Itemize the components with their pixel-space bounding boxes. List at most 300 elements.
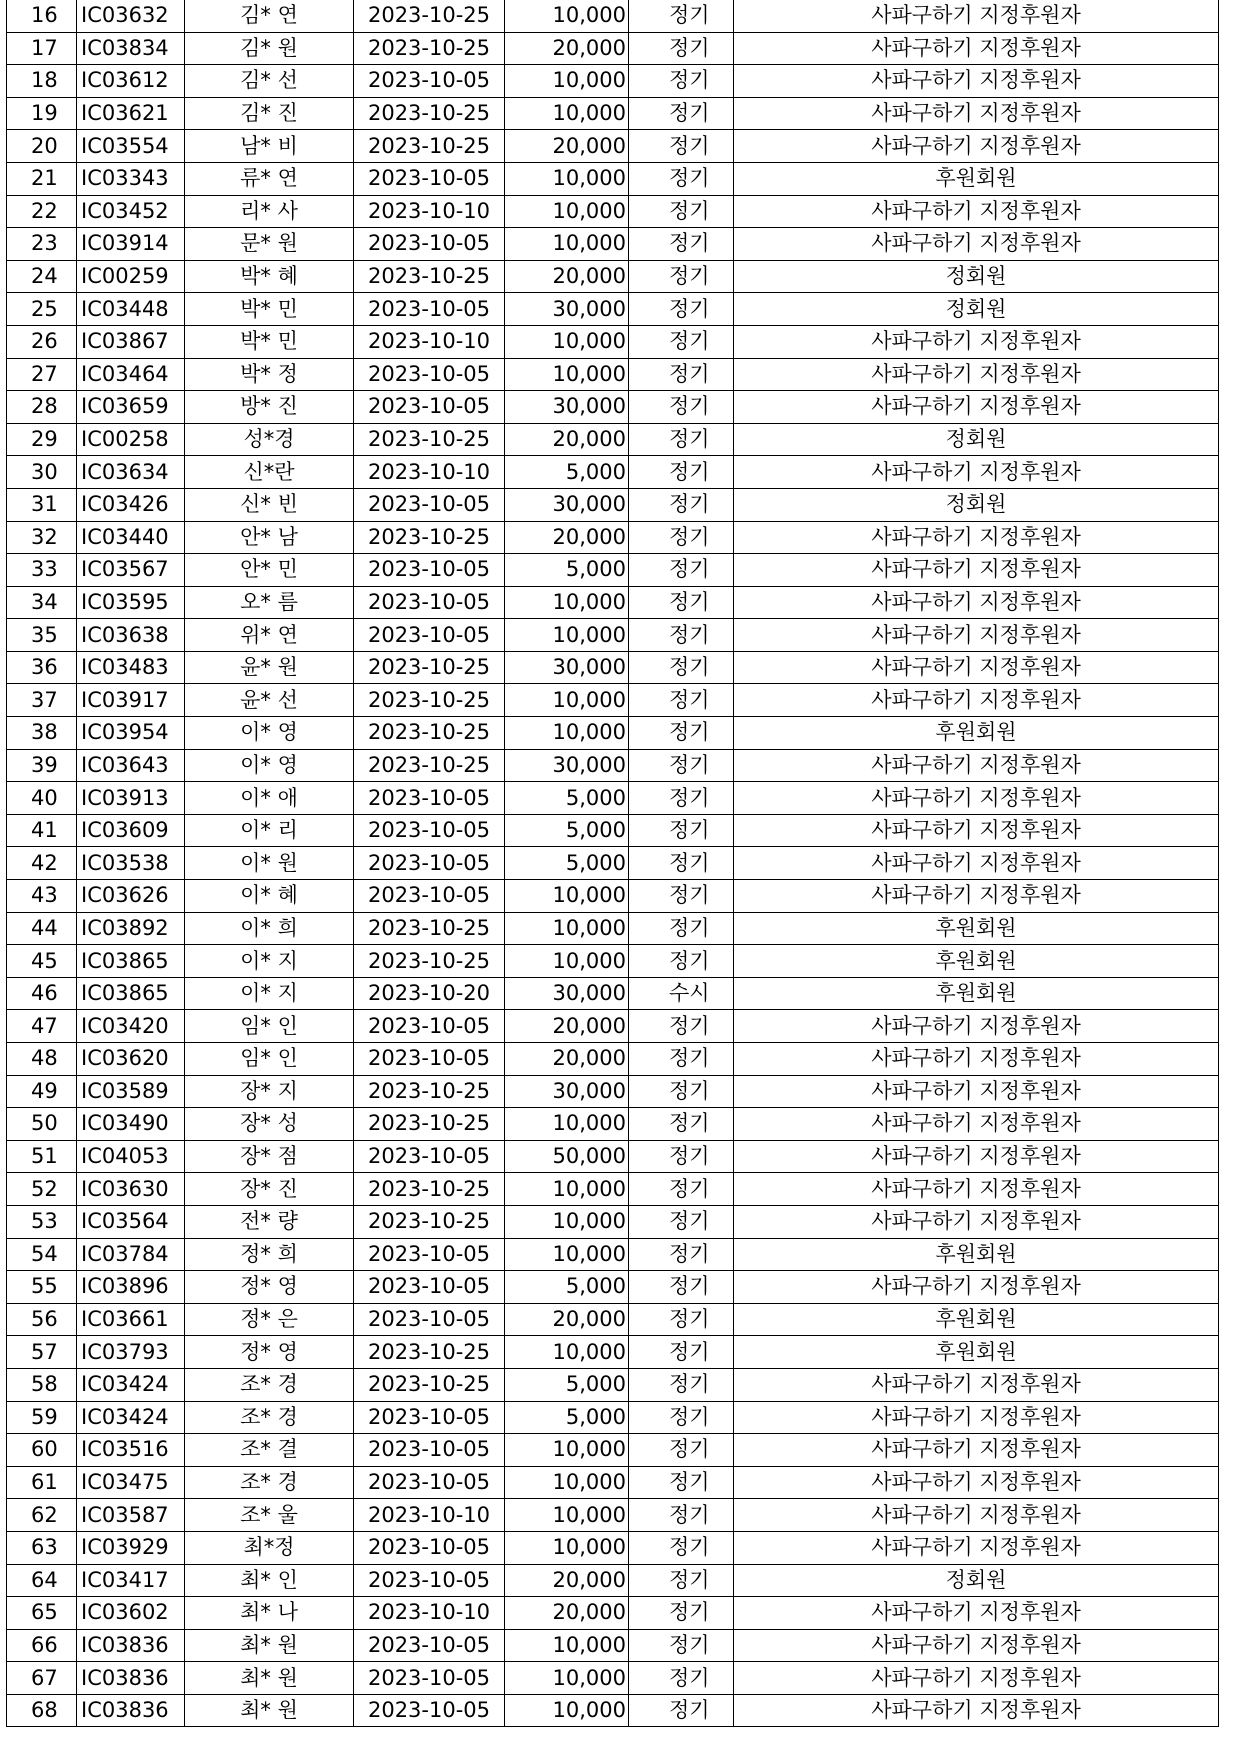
row-number-cell: 33: [7, 554, 77, 587]
amount-cell: 10,000: [505, 1108, 629, 1141]
donor-name-cell: 박* 민: [185, 293, 354, 326]
row-number-cell: 38: [7, 717, 77, 750]
row-number-cell: 24: [7, 260, 77, 293]
amount-cell: 10,000: [505, 228, 629, 261]
donation-date-cell: 2023-10-05: [354, 782, 505, 815]
table-row: [7, 749, 1219, 782]
donor-name-cell: 장* 진: [185, 1173, 354, 1206]
donor-category-cell: 사파구하기 지정후원자: [734, 1043, 1219, 1076]
donor-name-cell: 정* 은: [185, 1303, 354, 1336]
donation-type-cell: 정기: [629, 912, 734, 945]
donation-type-cell: 정기: [629, 1336, 734, 1369]
donation-date-cell: 2023-10-25: [354, 1173, 505, 1206]
donation-type-cell: 정기: [629, 1010, 734, 1043]
donor-name-cell: 김* 진: [185, 97, 354, 130]
donor-category-cell: 정회원: [734, 1564, 1219, 1597]
donation-date-cell: 2023-10-05: [354, 1010, 505, 1043]
table-row: [7, 1238, 1219, 1271]
donation-type-cell: 정기: [629, 130, 734, 163]
row-number-cell: 29: [7, 423, 77, 456]
amount-cell: 10,000: [505, 0, 629, 32]
donor-name-cell: 박* 정: [185, 358, 354, 391]
table-body: [7, 0, 1219, 1727]
row-number-cell: 45: [7, 945, 77, 978]
table-row: [7, 912, 1219, 945]
donation-type-cell: 정기: [629, 1368, 734, 1401]
amount-cell: 20,000: [505, 1564, 629, 1597]
donation-date-cell: 2023-10-05: [354, 1629, 505, 1662]
table-row: [7, 130, 1219, 163]
donation-type-cell: 정기: [629, 1303, 734, 1336]
row-number-cell: 57: [7, 1336, 77, 1369]
donor-name-cell: 이* 영: [185, 717, 354, 750]
donation-type-cell: 정기: [629, 195, 734, 228]
donor-category-cell: 사파구하기 지정후원자: [734, 586, 1219, 619]
donation-date-cell: 2023-10-05: [354, 1303, 505, 1336]
donor-name-cell: 최* 원: [185, 1629, 354, 1662]
row-number-cell: 48: [7, 1043, 77, 1076]
donor-id-cell: IC03516: [77, 1434, 185, 1467]
table-row: [7, 1043, 1219, 1076]
row-number-cell: 22: [7, 195, 77, 228]
amount-cell: 10,000: [505, 1238, 629, 1271]
donor-name-cell: 전* 량: [185, 1205, 354, 1238]
row-number-cell: 27: [7, 358, 77, 391]
donation-type-cell: 정기: [629, 358, 734, 391]
donation-date-cell: 2023-10-25: [354, 521, 505, 554]
donor-id-cell: IC03892: [77, 912, 185, 945]
row-number-cell: 30: [7, 456, 77, 489]
table-row: [7, 456, 1219, 489]
donation-date-cell: 2023-10-25: [354, 1108, 505, 1141]
amount-cell: 5,000: [505, 847, 629, 880]
row-number-cell: 18: [7, 65, 77, 98]
amount-cell: 30,000: [505, 293, 629, 326]
amount-cell: 5,000: [505, 814, 629, 847]
donor-category-cell: 사파구하기 지정후원자: [734, 65, 1219, 98]
donor-category-cell: 사파구하기 지정후원자: [734, 1108, 1219, 1141]
donation-date-cell: 2023-10-25: [354, 97, 505, 130]
donor-category-cell: 사파구하기 지정후원자: [734, 32, 1219, 65]
donor-id-cell: IC03448: [77, 293, 185, 326]
donation-date-cell: 2023-10-25: [354, 260, 505, 293]
row-number-cell: 55: [7, 1271, 77, 1304]
donation-type-cell: 정기: [629, 1694, 734, 1727]
donor-name-cell: 이* 영: [185, 749, 354, 782]
donor-id-cell: IC03632: [77, 0, 185, 32]
table-row: [7, 423, 1219, 456]
donation-type-cell: 정기: [629, 1434, 734, 1467]
donor-category-cell: 사파구하기 지정후원자: [734, 554, 1219, 587]
donor-id-cell: IC03554: [77, 130, 185, 163]
donor-category-cell: 사파구하기 지정후원자: [734, 1368, 1219, 1401]
donation-type-cell: 정기: [629, 325, 734, 358]
donor-name-cell: 이* 애: [185, 782, 354, 815]
row-number-cell: 53: [7, 1205, 77, 1238]
amount-cell: 10,000: [505, 1662, 629, 1695]
donor-category-cell: 후원회원: [734, 1336, 1219, 1369]
donation-type-cell: 정기: [629, 0, 734, 32]
table-row: [7, 1401, 1219, 1434]
donor-id-cell: IC03587: [77, 1499, 185, 1532]
row-number-cell: 31: [7, 488, 77, 521]
donor-name-cell: 장* 성: [185, 1108, 354, 1141]
donor-name-cell: 오* 름: [185, 586, 354, 619]
donation-date-cell: 2023-10-25: [354, 1205, 505, 1238]
donation-date-cell: 2023-10-05: [354, 1401, 505, 1434]
donor-category-cell: 후원회원: [734, 912, 1219, 945]
donor-id-cell: IC03836: [77, 1629, 185, 1662]
amount-cell: 20,000: [505, 130, 629, 163]
donation-type-cell: 정기: [629, 1466, 734, 1499]
table-row: [7, 1205, 1219, 1238]
donor-category-cell: 정회원: [734, 260, 1219, 293]
table-row: [7, 1694, 1219, 1727]
donor-name-cell: 이* 혜: [185, 880, 354, 913]
donor-category-cell: 후원회원: [734, 945, 1219, 978]
amount-cell: 10,000: [505, 912, 629, 945]
donor-name-cell: 신*란: [185, 456, 354, 489]
table-row: [7, 1271, 1219, 1304]
row-number-cell: 50: [7, 1108, 77, 1141]
donor-name-cell: 이* 지: [185, 977, 354, 1010]
donor-category-cell: 사파구하기 지정후원자: [734, 1466, 1219, 1499]
donor-name-cell: 김* 선: [185, 65, 354, 98]
row-number-cell: 37: [7, 684, 77, 717]
table-row: [7, 228, 1219, 261]
table-row: [7, 977, 1219, 1010]
table-row: [7, 1662, 1219, 1695]
donor-id-cell: IC03638: [77, 619, 185, 652]
table-row: [7, 1108, 1219, 1141]
donation-type-cell: 정기: [629, 814, 734, 847]
row-number-cell: 51: [7, 1140, 77, 1173]
donation-date-cell: 2023-10-05: [354, 228, 505, 261]
amount-cell: 10,000: [505, 195, 629, 228]
row-number-cell: 43: [7, 880, 77, 913]
donor-id-cell: IC03643: [77, 749, 185, 782]
row-number-cell: 40: [7, 782, 77, 815]
donor-name-cell: 박* 민: [185, 325, 354, 358]
donor-name-cell: 조* 울: [185, 1499, 354, 1532]
donor-category-cell: 정회원: [734, 488, 1219, 521]
row-number-cell: 20: [7, 130, 77, 163]
donor-id-cell: IC03343: [77, 162, 185, 195]
donor-id-cell: IC03917: [77, 684, 185, 717]
donor-category-cell: 사파구하기 지정후원자: [734, 684, 1219, 717]
donor-name-cell: 이* 리: [185, 814, 354, 847]
table-row: [7, 391, 1219, 424]
donation-date-cell: 2023-10-05: [354, 391, 505, 424]
donation-type-cell: 수시: [629, 977, 734, 1010]
table-row: [7, 1140, 1219, 1173]
row-number-cell: 42: [7, 847, 77, 880]
row-number-cell: 64: [7, 1564, 77, 1597]
donation-type-cell: 정기: [629, 1597, 734, 1630]
donation-type-cell: 정기: [629, 423, 734, 456]
donor-category-cell: 사파구하기 지정후원자: [734, 814, 1219, 847]
donor-name-cell: 이* 희: [185, 912, 354, 945]
donation-date-cell: 2023-10-05: [354, 1238, 505, 1271]
row-number-cell: 63: [7, 1531, 77, 1564]
donation-date-cell: 2023-10-05: [354, 1662, 505, 1695]
donor-id-cell: IC03630: [77, 1173, 185, 1206]
donation-type-cell: 정기: [629, 488, 734, 521]
donation-type-cell: 정기: [629, 1043, 734, 1076]
donor-id-cell: IC03896: [77, 1271, 185, 1304]
donor-category-cell: 사파구하기 지정후원자: [734, 1140, 1219, 1173]
donor-id-cell: IC03659: [77, 391, 185, 424]
amount-cell: 10,000: [505, 325, 629, 358]
donation-type-cell: 정기: [629, 749, 734, 782]
table-row: [7, 1564, 1219, 1597]
donor-name-cell: 위* 연: [185, 619, 354, 652]
donor-category-cell: 사파구하기 지정후원자: [734, 195, 1219, 228]
amount-cell: 10,000: [505, 586, 629, 619]
table-row: [7, 1629, 1219, 1662]
donor-id-cell: IC03595: [77, 586, 185, 619]
donation-type-cell: 정기: [629, 1662, 734, 1695]
donation-date-cell: 2023-10-25: [354, 1075, 505, 1108]
donation-date-cell: 2023-10-05: [354, 1531, 505, 1564]
donation-type-cell: 정기: [629, 554, 734, 587]
table-row: [7, 1368, 1219, 1401]
donation-date-cell: 2023-10-05: [354, 1140, 505, 1173]
donor-id-cell: IC03793: [77, 1336, 185, 1369]
donor-id-cell: IC03426: [77, 488, 185, 521]
donation-date-cell: 2023-10-05: [354, 1043, 505, 1076]
donor-id-cell: IC03867: [77, 325, 185, 358]
donor-category-cell: 사파구하기 지정후원자: [734, 130, 1219, 163]
donation-date-cell: 2023-10-05: [354, 847, 505, 880]
donor-id-cell: IC03661: [77, 1303, 185, 1336]
donor-category-cell: 사파구하기 지정후원자: [734, 391, 1219, 424]
amount-cell: 30,000: [505, 391, 629, 424]
donor-category-cell: 사파구하기 지정후원자: [734, 521, 1219, 554]
amount-cell: 10,000: [505, 1531, 629, 1564]
donor-category-cell: 사파구하기 지정후원자: [734, 1694, 1219, 1727]
donor-name-cell: 김* 연: [185, 0, 354, 32]
donor-id-cell: IC03609: [77, 814, 185, 847]
amount-cell: 5,000: [505, 1368, 629, 1401]
amount-cell: 10,000: [505, 1173, 629, 1206]
donor-category-cell: 사파구하기 지정후원자: [734, 619, 1219, 652]
donor-category-cell: 사파구하기 지정후원자: [734, 880, 1219, 913]
amount-cell: 30,000: [505, 488, 629, 521]
donor-id-cell: IC03483: [77, 651, 185, 684]
donor-category-cell: 정회원: [734, 293, 1219, 326]
donation-date-cell: 2023-10-10: [354, 456, 505, 489]
donor-id-cell: IC00258: [77, 423, 185, 456]
table-row: [7, 32, 1219, 65]
donor-category-cell: 사파구하기 지정후원자: [734, 651, 1219, 684]
donor-name-cell: 이* 지: [185, 945, 354, 978]
table-row: [7, 65, 1219, 98]
donor-name-cell: 장* 지: [185, 1075, 354, 1108]
amount-cell: 20,000: [505, 521, 629, 554]
row-number-cell: 56: [7, 1303, 77, 1336]
donation-type-cell: 정기: [629, 717, 734, 750]
row-number-cell: 62: [7, 1499, 77, 1532]
donation-date-cell: 2023-10-05: [354, 1564, 505, 1597]
table-row: [7, 782, 1219, 815]
donor-category-cell: 후원회원: [734, 977, 1219, 1010]
row-number-cell: 59: [7, 1401, 77, 1434]
donor-category-cell: 사파구하기 지정후원자: [734, 847, 1219, 880]
donor-category-cell: 사파구하기 지정후원자: [734, 228, 1219, 261]
table-row: [7, 1336, 1219, 1369]
amount-cell: 30,000: [505, 977, 629, 1010]
donation-date-cell: 2023-10-25: [354, 945, 505, 978]
table-row: [7, 1173, 1219, 1206]
donation-type-cell: 정기: [629, 1564, 734, 1597]
donor-id-cell: IC03602: [77, 1597, 185, 1630]
amount-cell: 20,000: [505, 260, 629, 293]
donor-name-cell: 성*경: [185, 423, 354, 456]
row-number-cell: 21: [7, 162, 77, 195]
donation-date-cell: 2023-10-05: [354, 1466, 505, 1499]
amount-cell: 10,000: [505, 945, 629, 978]
donation-date-cell: 2023-10-05: [354, 586, 505, 619]
table-row: [7, 717, 1219, 750]
amount-cell: 5,000: [505, 1271, 629, 1304]
donor-id-cell: IC03913: [77, 782, 185, 815]
amount-cell: 20,000: [505, 1010, 629, 1043]
row-number-cell: 47: [7, 1010, 77, 1043]
table-row: [7, 293, 1219, 326]
donor-id-cell: IC03929: [77, 1531, 185, 1564]
amount-cell: 30,000: [505, 1075, 629, 1108]
donor-id-cell: IC03564: [77, 1205, 185, 1238]
donor-id-cell: IC03440: [77, 521, 185, 554]
donor-category-cell: 사파구하기 지정후원자: [734, 1531, 1219, 1564]
donation-type-cell: 정기: [629, 1401, 734, 1434]
donation-date-cell: 2023-10-05: [354, 554, 505, 587]
donor-name-cell: 윤* 원: [185, 651, 354, 684]
donation-type-cell: 정기: [629, 521, 734, 554]
table-row: [7, 162, 1219, 195]
table-row: [7, 684, 1219, 717]
donor-name-cell: 정* 영: [185, 1271, 354, 1304]
donor-category-cell: 후원회원: [734, 162, 1219, 195]
donation-date-cell: 2023-10-05: [354, 880, 505, 913]
donation-date-cell: 2023-10-05: [354, 1271, 505, 1304]
donor-name-cell: 리* 사: [185, 195, 354, 228]
donor-id-cell: IC03589: [77, 1075, 185, 1108]
donor-category-cell: 사파구하기 지정후원자: [734, 1401, 1219, 1434]
donor-id-cell: IC03417: [77, 1564, 185, 1597]
table-row: [7, 1010, 1219, 1043]
donor-category-cell: 사파구하기 지정후원자: [734, 1010, 1219, 1043]
amount-cell: 50,000: [505, 1140, 629, 1173]
table-row: [7, 1597, 1219, 1630]
donation-type-cell: 정기: [629, 1173, 734, 1206]
row-number-cell: 52: [7, 1173, 77, 1206]
donor-id-cell: IC03836: [77, 1694, 185, 1727]
donor-id-cell: IC03914: [77, 228, 185, 261]
table-row: [7, 0, 1219, 32]
row-number-cell: 46: [7, 977, 77, 1010]
amount-cell: 20,000: [505, 1043, 629, 1076]
donor-category-cell: 사파구하기 지정후원자: [734, 1173, 1219, 1206]
donation-type-cell: 정기: [629, 260, 734, 293]
donation-type-cell: 정기: [629, 619, 734, 652]
donation-date-cell: 2023-10-10: [354, 1499, 505, 1532]
row-number-cell: 35: [7, 619, 77, 652]
amount-cell: 10,000: [505, 1336, 629, 1369]
donor-category-cell: 사파구하기 지정후원자: [734, 358, 1219, 391]
donation-date-cell: 2023-10-10: [354, 325, 505, 358]
donor-name-cell: 최* 원: [185, 1694, 354, 1727]
row-number-cell: 34: [7, 586, 77, 619]
donation-date-cell: 2023-10-05: [354, 1434, 505, 1467]
row-number-cell: 32: [7, 521, 77, 554]
donor-id-cell: IC03634: [77, 456, 185, 489]
donor-category-cell: 사파구하기 지정후원자: [734, 1499, 1219, 1532]
donation-type-cell: 정기: [629, 1499, 734, 1532]
donation-date-cell: 2023-10-10: [354, 195, 505, 228]
donation-type-cell: 정기: [629, 847, 734, 880]
donation-date-cell: 2023-10-05: [354, 814, 505, 847]
row-number-cell: 28: [7, 391, 77, 424]
donation-date-cell: 2023-10-25: [354, 717, 505, 750]
donation-date-cell: 2023-10-25: [354, 130, 505, 163]
row-number-cell: 39: [7, 749, 77, 782]
amount-cell: 10,000: [505, 619, 629, 652]
donation-type-cell: 정기: [629, 1238, 734, 1271]
donor-id-cell: IC03538: [77, 847, 185, 880]
donation-type-cell: 정기: [629, 456, 734, 489]
table-row: [7, 651, 1219, 684]
donor-id-cell: IC03490: [77, 1108, 185, 1141]
row-number-cell: 44: [7, 912, 77, 945]
donation-type-cell: 정기: [629, 228, 734, 261]
donation-type-cell: 정기: [629, 32, 734, 65]
table-row: [7, 488, 1219, 521]
donor-id-cell: IC03424: [77, 1401, 185, 1434]
donor-category-cell: 사파구하기 지정후원자: [734, 749, 1219, 782]
donation-type-cell: 정기: [629, 97, 734, 130]
amount-cell: 10,000: [505, 358, 629, 391]
donor-name-cell: 최* 나: [185, 1597, 354, 1630]
donation-date-cell: 2023-10-05: [354, 65, 505, 98]
amount-cell: 10,000: [505, 880, 629, 913]
donor-name-cell: 류* 연: [185, 162, 354, 195]
donor-name-cell: 장* 점: [185, 1140, 354, 1173]
donation-type-cell: 정기: [629, 880, 734, 913]
amount-cell: 5,000: [505, 782, 629, 815]
donor-name-cell: 최* 원: [185, 1662, 354, 1695]
table-row: [7, 1466, 1219, 1499]
donor-name-cell: 임* 인: [185, 1043, 354, 1076]
row-number-cell: 58: [7, 1368, 77, 1401]
amount-cell: 10,000: [505, 162, 629, 195]
donor-id-cell: IC03612: [77, 65, 185, 98]
row-number-cell: 23: [7, 228, 77, 261]
row-number-cell: 17: [7, 32, 77, 65]
donor-name-cell: 이* 원: [185, 847, 354, 880]
donation-date-cell: 2023-10-25: [354, 32, 505, 65]
donation-type-cell: 정기: [629, 1629, 734, 1662]
amount-cell: 10,000: [505, 1694, 629, 1727]
donor-category-cell: 사파구하기 지정후원자: [734, 456, 1219, 489]
table-row: [7, 1303, 1219, 1336]
donation-date-cell: 2023-10-25: [354, 0, 505, 32]
donation-date-cell: 2023-10-25: [354, 684, 505, 717]
donation-date-cell: 2023-10-05: [354, 293, 505, 326]
donation-date-cell: 2023-10-25: [354, 912, 505, 945]
donor-category-cell: 사파구하기 지정후원자: [734, 325, 1219, 358]
